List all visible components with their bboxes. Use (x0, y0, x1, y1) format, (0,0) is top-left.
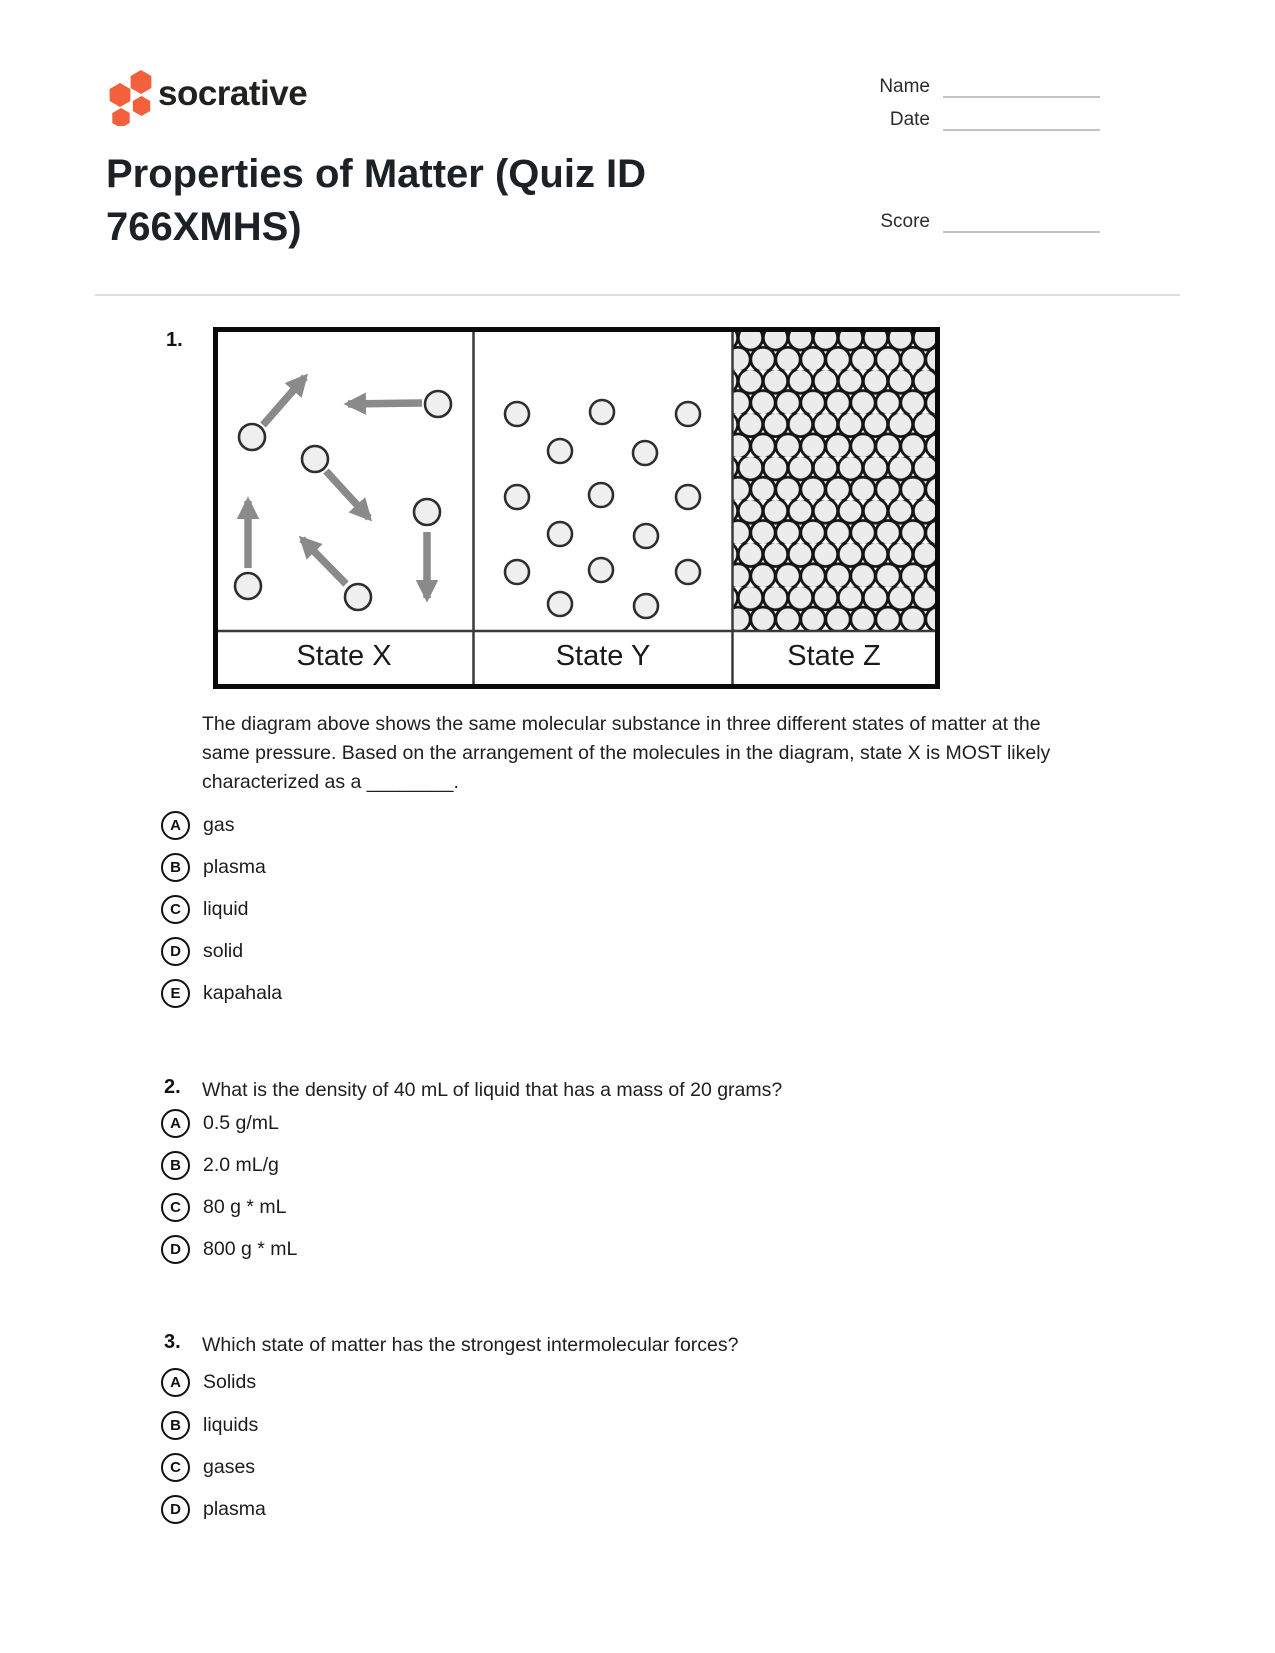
logo-wordmark: socrative (158, 74, 308, 113)
state-z-label: State Z (787, 640, 881, 672)
option-row (161, 1193, 286, 1221)
option-bubble: B (161, 1151, 190, 1180)
state-x-label: State X (296, 640, 392, 672)
question-text: The diagram above shows the same molecular substance in three different states of matter at the same pressure. Based on the arrangement of the molecules in the diagram, state X is MOST likely characterized as a ________. (202, 713, 1051, 793)
page-title: Properties of Matter (Quiz ID 766XMHS) (106, 152, 647, 249)
option-row (161, 937, 243, 965)
option-label: plasma (203, 855, 266, 878)
option-row (161, 1151, 279, 1179)
option-label: 80 g * mL (203, 1195, 287, 1218)
option-bubble: B (161, 853, 190, 882)
option-row (161, 895, 249, 923)
option-label: gas (203, 813, 235, 836)
logo-hexagon (133, 96, 150, 116)
name-fill-line (943, 96, 1100, 98)
option-row (161, 1109, 279, 1137)
states-of-matter-diagram (213, 327, 940, 689)
option-label: liquids (203, 1413, 259, 1436)
state-z-panel (733, 331, 937, 631)
question-number: 1. (166, 329, 183, 351)
option-bubble: C (161, 1453, 190, 1482)
name-field-label: Name (879, 76, 930, 97)
option-row (161, 1368, 256, 1396)
option-row (161, 811, 234, 839)
option-bubble: C (161, 1193, 190, 1222)
option-label: solid (203, 939, 244, 962)
option-label: Solids (203, 1370, 257, 1393)
option-row (161, 979, 282, 1007)
option-bubble: C (161, 895, 190, 924)
motion-arrows (248, 377, 427, 598)
socrative-logo-icon (96, 62, 160, 126)
option-row (161, 1453, 255, 1481)
option-bubble: A (161, 811, 190, 840)
option-row (161, 1235, 297, 1263)
score-field-label: Score (880, 211, 930, 232)
date-fill-line (943, 129, 1100, 131)
option-label: liquid (203, 897, 249, 920)
score-fill-line (943, 231, 1100, 233)
logo-hexagon (112, 108, 129, 126)
state-y-label: State Y (555, 640, 651, 672)
option-bubble: D (161, 1495, 190, 1524)
option-label: kapahala (203, 981, 283, 1004)
option-row (161, 853, 266, 881)
option-bubble: B (161, 1411, 190, 1440)
logo-hexagon (131, 70, 152, 94)
question-number: 3. (164, 1331, 181, 1353)
question-number: 2. (164, 1076, 181, 1098)
option-bubble: E (161, 979, 190, 1008)
logo-hexagon (110, 83, 131, 107)
option-label: 0.5 g/mL (203, 1111, 279, 1134)
date-field-label: Date (889, 109, 930, 130)
option-bubble: A (161, 1109, 190, 1138)
option-bubble: A (161, 1368, 190, 1397)
question-text: Which state of matter has the strongest intermolecular forces? (202, 1334, 739, 1356)
option-label: 800 g * mL (203, 1237, 298, 1260)
section-divider (95, 294, 1180, 296)
option-label: plasma (203, 1497, 266, 1520)
option-row (161, 1495, 266, 1523)
option-label: 2.0 mL/g (203, 1153, 279, 1176)
option-bubble: D (161, 1235, 190, 1264)
question-text: What is the density of 40 mL of liquid that has a mass of 20 grams? (202, 1079, 783, 1101)
state-y-panel (505, 400, 700, 618)
option-row (161, 1411, 258, 1439)
option-label: gases (203, 1455, 256, 1478)
option-bubble: D (161, 937, 190, 966)
